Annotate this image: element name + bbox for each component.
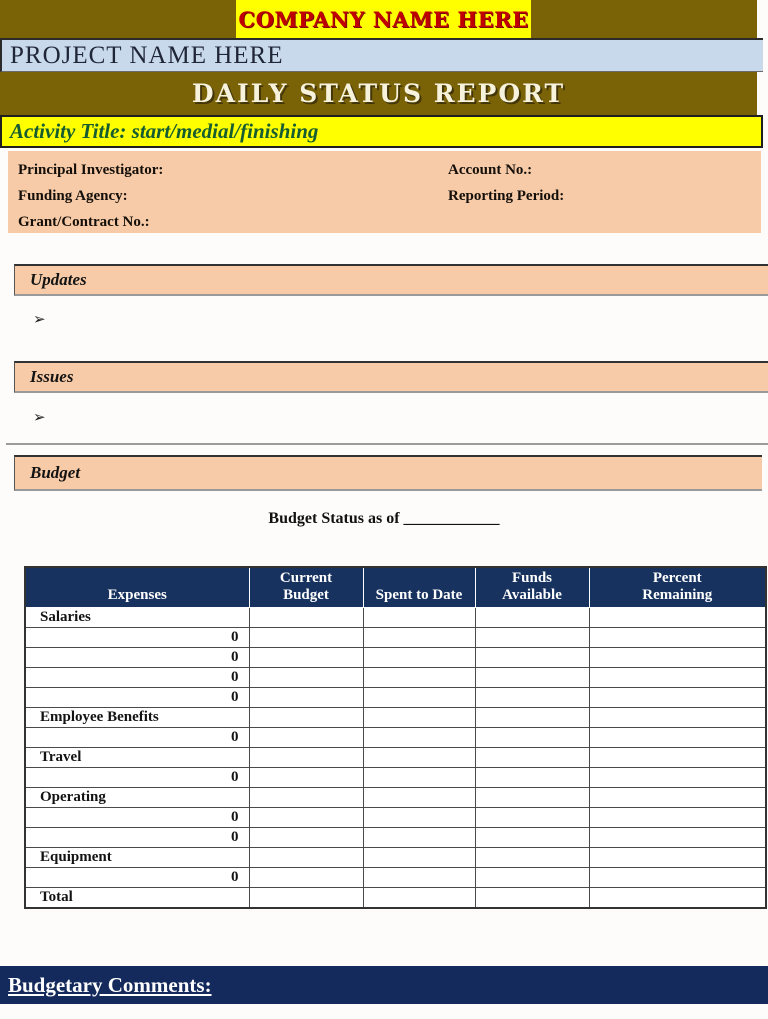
- funds-available-cell[interactable]: [475, 708, 589, 728]
- info-left-column: [18, 157, 163, 235]
- info-right-column: [448, 157, 564, 209]
- expense-cell[interactable]: Salaries: [25, 608, 249, 628]
- funds-available-cell[interactable]: [475, 668, 589, 688]
- updates-section-header: [14, 264, 768, 296]
- spent-to-date-cell[interactable]: [363, 788, 475, 808]
- project-name-text: PROJECT NAME HERE: [10, 41, 284, 69]
- funds-available-cell[interactable]: [475, 788, 589, 808]
- expense-cell[interactable]: 0: [25, 828, 249, 848]
- funds-available-cell[interactable]: [475, 768, 589, 788]
- spent-to-date-cell[interactable]: [363, 668, 475, 688]
- spent-to-date-cell[interactable]: [363, 708, 475, 728]
- updates-bullet-item[interactable]: [33, 310, 46, 329]
- expenses-column-header: Expenses: [25, 567, 249, 608]
- table-row: [25, 728, 766, 748]
- expense-cell[interactable]: 0: [25, 808, 249, 828]
- table-row: [25, 628, 766, 648]
- current-budget-cell[interactable]: [249, 828, 363, 848]
- current-budget-cell[interactable]: [249, 768, 363, 788]
- issues-section-header: [14, 361, 768, 393]
- activity-title-bar[interactable]: [0, 115, 763, 148]
- percent-remaining-cell[interactable]: [589, 668, 766, 688]
- arrow-bullet-icon: ➢: [33, 312, 46, 328]
- spent-to-date-cell[interactable]: [363, 688, 475, 708]
- principal-investigator-label[interactable]: Principal Investigator:: [18, 162, 164, 178]
- spent-to-date-cell[interactable]: [363, 808, 475, 828]
- current-budget-cell[interactable]: [249, 748, 363, 768]
- spent-to-date-cell[interactable]: [363, 748, 475, 768]
- table-row: [25, 688, 766, 708]
- expense-cell[interactable]: Equipment: [25, 848, 249, 868]
- percent-remaining-cell[interactable]: [589, 708, 766, 728]
- table-row: [25, 868, 766, 888]
- funds-available-column-header: Funds Available: [475, 567, 589, 608]
- percent-remaining-cell[interactable]: [589, 768, 766, 788]
- project-name-bar[interactable]: [0, 38, 763, 72]
- spent-to-date-cell[interactable]: [363, 628, 475, 648]
- budget-section-header: [14, 455, 762, 491]
- percent-remaining-cell[interactable]: [589, 808, 766, 828]
- horizontal-rule: [6, 443, 768, 445]
- funds-available-cell[interactable]: [475, 888, 589, 908]
- funds-available-cell[interactable]: [475, 728, 589, 748]
- percent-remaining-cell[interactable]: [589, 788, 766, 808]
- issues-bullet-item[interactable]: [33, 408, 46, 427]
- current-budget-cell[interactable]: [249, 868, 363, 888]
- arrow-bullet-icon: ➢: [33, 410, 46, 426]
- funds-available-cell[interactable]: [475, 828, 589, 848]
- funds-available-cell[interactable]: [475, 848, 589, 868]
- expense-cell[interactable]: 0: [25, 688, 249, 708]
- percent-remaining-cell[interactable]: [589, 628, 766, 648]
- current-budget-cell[interactable]: [249, 668, 363, 688]
- current-budget-column-header: Current Budget: [249, 567, 363, 608]
- current-budget-cell[interactable]: [249, 708, 363, 728]
- percent-remaining-cell[interactable]: [589, 728, 766, 748]
- grant-contract-no-label[interactable]: Grant/Contract No.:: [18, 214, 150, 230]
- current-budget-cell[interactable]: [249, 608, 363, 628]
- table-row: [25, 768, 766, 788]
- table-row: [25, 808, 766, 828]
- current-budget-cell[interactable]: [249, 628, 363, 648]
- activity-title-text: Activity Title: start/medial/finishing: [10, 119, 319, 143]
- table-row: [25, 788, 766, 808]
- spent-to-date-cell[interactable]: [363, 848, 475, 868]
- funds-available-cell[interactable]: [475, 648, 589, 668]
- table-row: [25, 648, 766, 668]
- expense-cell[interactable]: Total: [25, 888, 249, 908]
- spent-to-date-cell[interactable]: [363, 768, 475, 788]
- expense-cell[interactable]: Employee Benefits: [25, 708, 249, 728]
- budget-table: [24, 566, 767, 909]
- spent-to-date-cell[interactable]: [363, 868, 475, 888]
- current-budget-cell[interactable]: [249, 808, 363, 828]
- spent-to-date-cell[interactable]: [363, 888, 475, 908]
- funds-available-cell[interactable]: [475, 808, 589, 828]
- percent-remaining-cell[interactable]: [589, 888, 766, 908]
- budgetary-comments-bar: [0, 966, 768, 1004]
- funds-available-cell[interactable]: [475, 748, 589, 768]
- percent-remaining-cell[interactable]: [589, 648, 766, 668]
- funds-available-cell[interactable]: [475, 688, 589, 708]
- table-row: [25, 828, 766, 848]
- budgetary-comments-label[interactable]: Budgetary Comments:: [8, 972, 212, 997]
- expense-cell[interactable]: 0: [25, 728, 249, 748]
- funding-agency-label[interactable]: Funding Agency:: [18, 188, 128, 204]
- spent-to-date-cell[interactable]: [363, 648, 475, 668]
- spent-to-date-cell[interactable]: [363, 608, 475, 628]
- project-info-panel: [8, 151, 761, 233]
- expense-cell[interactable]: 0: [25, 668, 249, 688]
- table-row: [25, 748, 766, 768]
- report-title-band: [0, 72, 757, 115]
- expense-cell[interactable]: Travel: [25, 748, 249, 768]
- table-row: [25, 888, 766, 908]
- percent-remaining-cell[interactable]: [589, 688, 766, 708]
- table-row: [25, 608, 766, 628]
- table-row: [25, 708, 766, 728]
- account-no-label[interactable]: Account No.:: [448, 162, 533, 178]
- expense-cell[interactable]: 0: [25, 648, 249, 668]
- report-title-text: DAILY STATUS REPORT: [191, 79, 566, 108]
- updates-title: Updates: [30, 270, 87, 289]
- company-name-box[interactable]: [236, 0, 531, 38]
- funds-available-cell[interactable]: [475, 608, 589, 628]
- expense-cell[interactable]: 0: [25, 768, 249, 788]
- percent-remaining-column-header: Percent Remaining: [589, 567, 766, 608]
- budget-title: Budget: [30, 463, 81, 482]
- spent-to-date-cell[interactable]: [363, 728, 475, 748]
- percent-remaining-cell[interactable]: [589, 748, 766, 768]
- expense-cell[interactable]: 0: [25, 628, 249, 648]
- current-budget-cell[interactable]: [249, 688, 363, 708]
- issues-title: Issues: [30, 367, 74, 386]
- current-budget-cell[interactable]: [249, 848, 363, 868]
- current-budget-cell[interactable]: [249, 788, 363, 808]
- percent-remaining-cell[interactable]: [589, 608, 766, 628]
- current-budget-cell[interactable]: [249, 648, 363, 668]
- percent-remaining-cell[interactable]: [589, 848, 766, 868]
- company-name-text: COMPANY NAME HERE: [238, 6, 529, 32]
- percent-remaining-cell[interactable]: [589, 868, 766, 888]
- reporting-period-label[interactable]: Reporting Period:: [448, 188, 565, 204]
- percent-remaining-cell[interactable]: [589, 828, 766, 848]
- funds-available-cell[interactable]: [475, 628, 589, 648]
- funds-available-cell[interactable]: [475, 868, 589, 888]
- spent-to-date-cell[interactable]: [363, 828, 475, 848]
- expense-cell[interactable]: 0: [25, 868, 249, 888]
- table-row: [25, 848, 766, 868]
- budget-status-line[interactable]: Budget Status as of ____________: [268, 510, 500, 527]
- spent-to-date-column-header: Spent to Date: [363, 567, 475, 608]
- table-row: [25, 668, 766, 688]
- current-budget-cell[interactable]: [249, 728, 363, 748]
- current-budget-cell[interactable]: [249, 888, 363, 908]
- expense-cell[interactable]: Operating: [25, 788, 249, 808]
- budget-table-header-row: [25, 567, 766, 608]
